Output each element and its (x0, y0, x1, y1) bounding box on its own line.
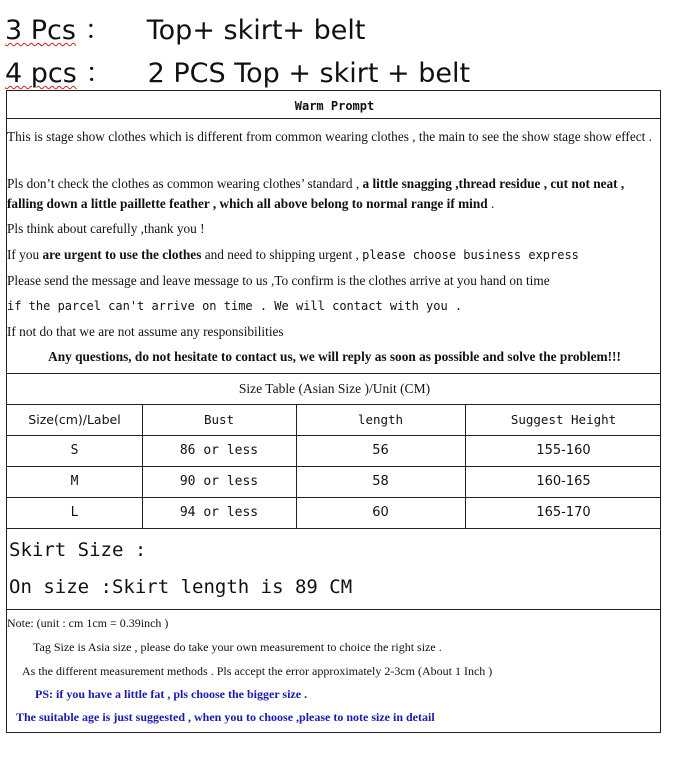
header-desc-1: Top+ skirt+ belt (146, 15, 366, 46)
header-desc-2: 2 PCS Top + skirt + belt (147, 58, 471, 89)
header-line-2 (5, 51, 470, 90)
info-box (6, 90, 661, 733)
prompt-paragraph-1: This is stage show clothes which is different from common wearing clothes , the main to see the show stage show effect . (7, 129, 652, 144)
size-table-title: Size Table (Asian Size )/Unit (CM) (238, 381, 431, 396)
size-row-s-height: 155-160 (536, 443, 591, 458)
size-row-l-bust: 94 or less (179, 505, 259, 520)
note-tag-size: Tag Size is Asia size , please do take your own measurement to choice the right size . (33, 640, 442, 654)
prompt-paragraph-8: Any questions, do not hesitate to contact us, we will reply as soon as possible and solve the problem!!! (48, 349, 621, 364)
size-col-bust: Bust (203, 412, 235, 427)
size-row-s-length: 56 (372, 443, 389, 458)
note-measurement-error: As the different measurement methods . Pls accept the error approximately 2-3cm (About 1 Inch ) (22, 664, 493, 678)
warm-prompt-title: Warm Prompt (294, 99, 375, 113)
size-row-m-length: 58 (372, 474, 389, 489)
prompt-paragraph-2: Pls don’t check the clothes as common wearing clothes’ standard , a little snagging ,thread residue , cut not neat , falling down a little paillette feather , which all above belong to normal range if mind . (7, 176, 625, 211)
header-qty-2: 4 pcs (5, 58, 77, 89)
header-line-1 (5, 8, 365, 47)
skirt-size-title: Skirt Size : (9, 539, 147, 561)
prompt-paragraph-4: If you are urgent to use the clothes and need to shipping urgent , please choose business express (7, 247, 579, 262)
prompt-paragraph-6: if the parcel can't arrive on time . We will contact with you . (7, 299, 463, 313)
note-ps-bigger-size: PS: if you have a little fat , pls choose the bigger size . (35, 687, 308, 701)
header-qty-1: 3 Pcs (5, 15, 76, 46)
size-col-height: Suggest Height (510, 412, 617, 427)
header-sep-2: ： (85, 58, 113, 89)
size-row-s-label: S (70, 443, 79, 458)
size-row-l-label: L (70, 505, 79, 520)
note-unit: Note: (unit : cm 1cm = 0.39inch ) (7, 616, 169, 630)
skirt-length: On size :Skirt length is 89 CM (9, 576, 353, 598)
size-row-l-height: 165-170 (536, 505, 591, 520)
size-col-label: Size(cm)/Label (28, 412, 121, 427)
size-row-m-label: M (70, 474, 79, 489)
prompt-paragraph-5: Please send the message and leave message to us ,To confirm is the clothes arrive at you hand on time (7, 273, 550, 288)
size-col-length: length (357, 412, 404, 427)
size-row-l-length: 60 (372, 505, 389, 520)
prompt-paragraph-3: Pls think about carefully ,thank you ! (7, 221, 205, 236)
header-sep-1: ： (84, 15, 112, 46)
prompt-paragraph-7: If not do that we are not assume any responsibilities (7, 324, 284, 339)
size-row-m-bust: 90 or less (179, 474, 259, 489)
size-row-s-bust: 86 or less (179, 443, 259, 458)
note-suitable-age: The suitable age is just suggested , when you to choose ,please to note size in detail (16, 710, 435, 724)
size-row-m-height: 160-165 (536, 474, 591, 489)
